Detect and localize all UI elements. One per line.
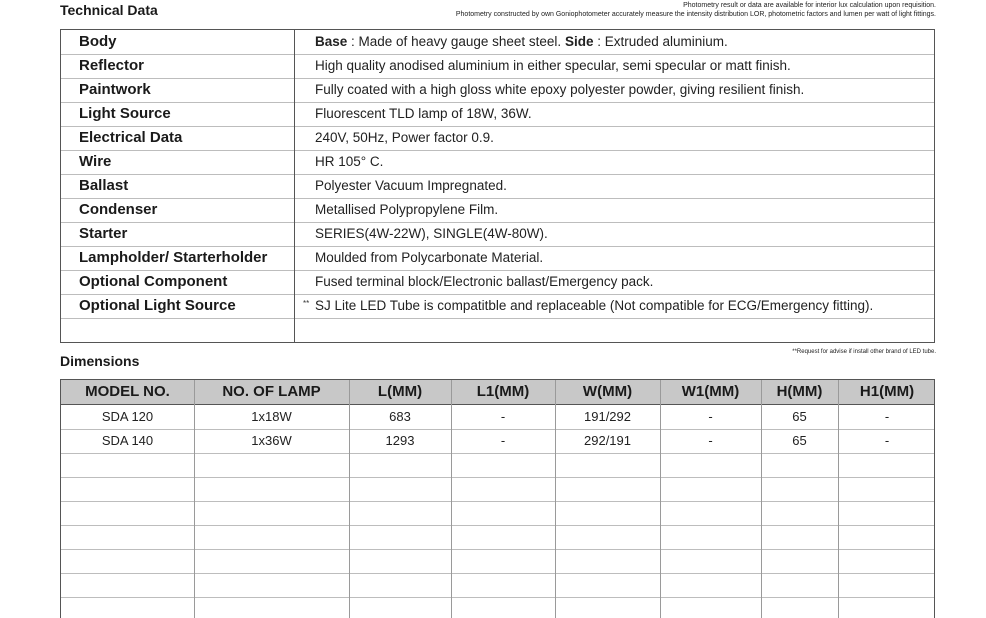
table-cell xyxy=(349,549,451,573)
table-cell xyxy=(194,525,349,549)
table-cell xyxy=(349,453,451,477)
tech-row-value: Moulded from Polycarbonate Material. xyxy=(315,250,544,265)
table-cell xyxy=(194,501,349,525)
table-cell xyxy=(61,549,194,573)
tech-row-value: Polyester Vacuum Impregnated. xyxy=(315,178,507,193)
column-divider xyxy=(555,380,556,618)
table-row xyxy=(61,501,934,526)
table-cell: - xyxy=(884,433,890,448)
table-cell xyxy=(838,501,935,525)
column-divider xyxy=(349,380,350,618)
tech-row-value: SERIES(4W-22W), SINGLE(4W-80W). xyxy=(315,226,548,241)
table-cell xyxy=(451,525,555,549)
tech-row-value xyxy=(315,30,728,54)
table-row xyxy=(61,573,934,598)
tech-row-label: Paintwork xyxy=(79,81,151,98)
table-cell xyxy=(194,453,349,477)
table-cell xyxy=(660,525,761,549)
tech-row xyxy=(61,198,934,223)
table-cell xyxy=(349,573,451,597)
table-cell xyxy=(194,549,349,573)
table-cell: SDA 120 xyxy=(101,409,154,424)
table-cell: 1x36W xyxy=(251,433,292,448)
table-cell xyxy=(838,525,935,549)
tech-row xyxy=(61,318,934,344)
tech-row-label: Optional Light Source xyxy=(79,297,236,314)
tech-row xyxy=(61,270,934,295)
table-row xyxy=(61,405,934,430)
table-cell: 65 xyxy=(792,433,807,448)
column-header: NO. OF LAMP xyxy=(222,383,321,400)
table-cell xyxy=(660,573,761,597)
tech-row-value: Metallised Polypropylene Film. xyxy=(315,202,499,217)
table-cell xyxy=(61,525,194,549)
photometry-note-1: Photometry result or data are available for interior lux calculation upon requisition. xyxy=(683,2,936,9)
table-cell: - xyxy=(708,433,713,448)
table-cell xyxy=(451,549,555,573)
led-tube-note: **Request for advise if install other brand of LED tube. xyxy=(792,349,936,355)
table-row xyxy=(61,525,934,550)
tech-row xyxy=(61,246,934,271)
table-cell xyxy=(838,477,935,501)
column-divider xyxy=(294,30,295,342)
column-header: H(MM) xyxy=(776,383,823,400)
table-cell xyxy=(555,477,660,501)
value-keyword: Base xyxy=(315,34,348,49)
table-cell xyxy=(555,453,660,477)
table-row xyxy=(61,453,934,478)
table-cell xyxy=(61,501,194,525)
table-cell xyxy=(451,573,555,597)
table-cell xyxy=(761,501,838,525)
table-row xyxy=(61,549,934,574)
table-row xyxy=(61,477,934,502)
column-header: W1(MM) xyxy=(681,383,740,400)
column-header: L1(MM) xyxy=(476,383,530,400)
table-cell: 65 xyxy=(792,409,807,424)
table-cell xyxy=(555,549,660,573)
tech-row xyxy=(61,78,934,103)
tech-row-value: Fused terminal block/Electronic ballast/Emergency pack. xyxy=(315,274,654,289)
tech-row xyxy=(61,222,934,247)
column-header: MODEL NO. xyxy=(85,383,170,400)
table-cell xyxy=(451,501,555,525)
table-cell xyxy=(838,573,935,597)
table-cell: - xyxy=(500,433,506,448)
tech-row-label: Optional Component xyxy=(79,273,228,290)
table-cell xyxy=(838,453,935,477)
column-divider xyxy=(761,380,762,618)
table-cell xyxy=(61,453,194,477)
value-text: : Extruded aluminium. xyxy=(593,34,728,49)
tech-row-label: Starter xyxy=(79,225,128,242)
table-cell xyxy=(349,525,451,549)
table-cell xyxy=(761,573,838,597)
table-cell xyxy=(349,501,451,525)
tech-row xyxy=(61,54,934,79)
dimensions-header-row xyxy=(61,380,934,405)
table-cell xyxy=(660,453,761,477)
column-divider xyxy=(838,380,839,618)
table-cell: 1293 xyxy=(385,433,415,448)
table-cell: 191/292 xyxy=(584,409,631,424)
table-cell: - xyxy=(708,409,713,424)
table-cell xyxy=(660,549,761,573)
tech-row-label: Electrical Data xyxy=(79,129,183,146)
tech-row-label: Ballast xyxy=(79,177,129,194)
tech-row xyxy=(61,150,934,175)
table-cell xyxy=(660,477,761,501)
value-keyword: Side xyxy=(564,34,594,49)
tech-row xyxy=(61,102,934,127)
column-header: H1(MM) xyxy=(859,383,915,400)
tech-row xyxy=(61,174,934,199)
tech-row-value: SJ Lite LED Tube is compatitble and replaceable (Not compatible for ECG/Emergency fitting). xyxy=(315,298,874,313)
table-cell xyxy=(451,453,555,477)
table-cell: - xyxy=(884,409,890,424)
table-cell xyxy=(761,549,838,573)
column-header: W(MM) xyxy=(582,383,633,400)
tech-row-value: HR 105° C. xyxy=(315,154,384,169)
table-cell xyxy=(451,477,555,501)
table-row xyxy=(61,429,934,454)
table-cell xyxy=(194,573,349,597)
tech-row-label: Condenser xyxy=(79,201,158,218)
table-cell: - xyxy=(500,409,506,424)
table-cell: SDA 140 xyxy=(101,433,154,448)
tech-row xyxy=(61,30,934,55)
tech-row-value: Fully coated with a high gloss white epoxy polyester powder, giving resilient finish. xyxy=(315,82,805,97)
column-divider xyxy=(451,380,452,618)
table-cell xyxy=(660,501,761,525)
dimensions-title: Dimensions xyxy=(60,353,140,369)
table-cell xyxy=(838,549,935,573)
technical-data-table xyxy=(60,29,935,343)
tech-row xyxy=(61,294,934,319)
tech-row-label: Body xyxy=(79,33,117,50)
table-cell: 1x18W xyxy=(251,409,292,424)
tech-row-label: Light Source xyxy=(79,105,171,122)
table-cell xyxy=(349,477,451,501)
column-divider xyxy=(194,380,195,618)
table-cell: 683 xyxy=(389,409,411,424)
table-cell xyxy=(761,477,838,501)
tech-row-label: Lampholder/ Starterholder xyxy=(79,249,268,266)
table-cell xyxy=(761,525,838,549)
table-cell: 292/191 xyxy=(584,433,631,448)
column-header: L(MM) xyxy=(377,383,423,400)
column-divider xyxy=(660,380,661,618)
table-cell xyxy=(61,477,194,501)
dimensions-table xyxy=(60,379,935,618)
photometry-note-2: Photometry constructed by own Goniophotometer accurately measure the intensity distribution LOR, photometric factors and lumen per watt of light fittings. xyxy=(455,11,936,18)
table-cell xyxy=(555,525,660,549)
table-cell xyxy=(194,477,349,501)
tech-row-value: 240V, 50Hz, Power factor 0.9. xyxy=(315,130,494,145)
tech-row-value: Fluorescent TLD lamp of 18W, 36W. xyxy=(315,106,532,121)
value-text: : Made of heavy gauge sheet steel. xyxy=(347,34,565,49)
tech-row-label: Reflector xyxy=(79,57,145,74)
tech-row-label: Wire xyxy=(79,153,112,170)
table-cell xyxy=(555,573,660,597)
table-cell xyxy=(61,573,194,597)
technical-data-title: Technical Data xyxy=(60,2,158,18)
table-cell xyxy=(761,453,838,477)
tech-row-value: High quality anodised aluminium in either specular, semi specular or matt finish. xyxy=(315,58,791,73)
table-cell xyxy=(555,501,660,525)
footnote-marker: ** xyxy=(303,299,310,308)
tech-row xyxy=(61,126,934,151)
